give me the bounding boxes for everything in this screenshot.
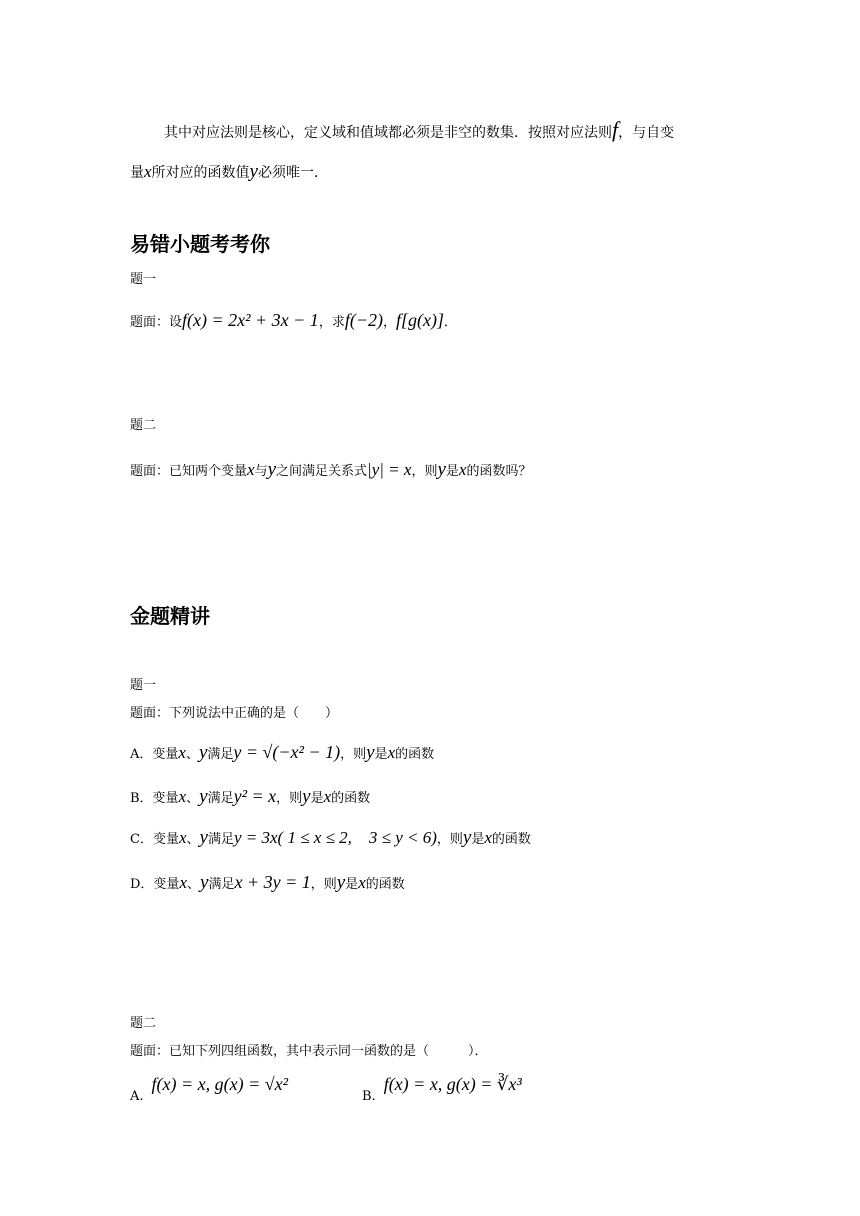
stem-text: 满足 bbox=[207, 832, 234, 847]
option-letter: D．变量 bbox=[130, 877, 180, 892]
math-y: y bbox=[199, 827, 208, 848]
math-y: y bbox=[366, 742, 375, 763]
stem-text: 之间满足关系式 bbox=[276, 464, 368, 479]
question-label: 题一 bbox=[130, 678, 157, 693]
stem-text: ，则 bbox=[340, 747, 367, 762]
option-b bbox=[362, 1074, 522, 1104]
option-a bbox=[130, 1074, 289, 1104]
question-label: 题一 bbox=[130, 272, 157, 287]
option-b-condition: y² = x bbox=[233, 786, 277, 806]
intro-text: 必须唯一． bbox=[257, 165, 328, 181]
stem-text: 题面：已知两个变量 bbox=[130, 464, 248, 479]
math-x: x bbox=[178, 828, 187, 847]
math-y: y bbox=[336, 872, 346, 893]
math-x: x bbox=[358, 873, 366, 892]
sep: 、 bbox=[186, 832, 200, 847]
option-letter: B．变量 bbox=[130, 791, 179, 806]
intro-text: 其中对应法则是核心，定义域和值域都必须是非空的数集．按照对应法则 bbox=[164, 125, 612, 141]
math-x: x bbox=[178, 787, 187, 806]
option-letter: C．变量 bbox=[130, 832, 179, 847]
stem-text: ． bbox=[443, 315, 457, 330]
section-title-gold-problems: 金题精讲 bbox=[130, 604, 210, 628]
stem-text: 是 bbox=[310, 791, 324, 806]
math-x: x bbox=[247, 460, 255, 479]
math-y: y bbox=[198, 742, 208, 763]
option-c-condition: y = 3x( 1 ≤ x ≤ 2, 3 ≤ y < 6) bbox=[233, 828, 437, 847]
stem-text: ，则 bbox=[436, 832, 463, 847]
math-y: y bbox=[267, 459, 277, 480]
option-letter: A．变量 bbox=[130, 747, 179, 762]
stem-text: 是 bbox=[445, 464, 459, 479]
option-letter: A. bbox=[130, 1089, 144, 1104]
stem-text: ，则 bbox=[411, 464, 438, 479]
question-label: 题二 bbox=[130, 1016, 157, 1031]
stem-text: ，则 bbox=[310, 877, 337, 892]
stem-text: 是 bbox=[471, 832, 485, 847]
math-x: x bbox=[323, 787, 332, 806]
question-2-stem bbox=[130, 460, 531, 482]
stem-text: 的函数 bbox=[331, 791, 371, 806]
math-y: y bbox=[462, 827, 472, 848]
math-y: y bbox=[199, 786, 208, 807]
stem-text: 的函数 bbox=[365, 877, 405, 892]
stem-text: 与 bbox=[254, 464, 268, 479]
option-b bbox=[130, 786, 370, 809]
math-x: x bbox=[178, 743, 186, 762]
math-y: y bbox=[249, 161, 258, 182]
formula-fx: f(x) = 2x² + 3x − 1 bbox=[182, 310, 319, 330]
option-d-condition: x + 3y = 1 bbox=[234, 872, 311, 892]
stem-text: ， bbox=[382, 315, 396, 330]
question-label: 题二 bbox=[130, 418, 157, 433]
math-x: x bbox=[179, 873, 187, 892]
formula-fg: f[g(x)] bbox=[395, 310, 444, 330]
sep: 、 bbox=[185, 747, 199, 762]
question-1-stem bbox=[130, 310, 457, 333]
section-title-easy-mistakes: 易错小题考考你 bbox=[130, 232, 270, 256]
math-x: x bbox=[458, 460, 467, 479]
stem-text: 是 bbox=[374, 747, 388, 762]
question-stem: 题面：已知下列四组函数，其中表示同一函数的是（ ）． bbox=[130, 1044, 488, 1059]
math-y: y bbox=[302, 786, 311, 807]
stem-text: 满足 bbox=[207, 747, 234, 762]
math-x: x bbox=[387, 743, 396, 762]
intro-text: 量 bbox=[130, 165, 144, 181]
stem-text: ，求 bbox=[318, 315, 345, 330]
math-x: x bbox=[484, 828, 492, 847]
option-letter: B. bbox=[362, 1089, 376, 1104]
option-a-formula: f(x) = x, g(x) = √x² bbox=[151, 1074, 289, 1094]
stem-text: 满足 bbox=[207, 791, 234, 806]
option-a bbox=[130, 742, 434, 765]
stem-text: ，则 bbox=[276, 791, 303, 806]
intro-line-2 bbox=[130, 162, 328, 183]
stem-text: 满足 bbox=[208, 877, 235, 892]
formula-abs-y: |y| = x bbox=[367, 460, 412, 479]
stem-text: 的函数吗？ bbox=[466, 464, 532, 479]
question-stem: 题面：下列说法中正确的是（ ） bbox=[130, 706, 339, 721]
math-y: y bbox=[437, 459, 446, 480]
option-d bbox=[130, 872, 405, 895]
intro-text: 所对应的函数值 bbox=[151, 165, 250, 181]
intro-text: ，与自变 bbox=[618, 125, 675, 141]
sep: 、 bbox=[186, 791, 200, 806]
math-y: y bbox=[200, 872, 209, 893]
math-f: f bbox=[612, 117, 619, 142]
sep: 、 bbox=[186, 877, 200, 892]
math-x: x bbox=[144, 162, 152, 181]
stem-text: 是 bbox=[345, 877, 359, 892]
stem-text: 题面：设 bbox=[130, 315, 183, 330]
formula-f-neg2: f(−2) bbox=[344, 310, 383, 330]
stem-text: 的函数 bbox=[395, 747, 435, 762]
intro-line-1 bbox=[164, 117, 675, 143]
option-b-formula: f(x) = x, g(x) = ∛x³ bbox=[383, 1074, 522, 1094]
option-a-condition: y = √(−x² − 1) bbox=[233, 742, 341, 762]
stem-text: 的函数 bbox=[491, 832, 531, 847]
option-c bbox=[130, 828, 531, 850]
